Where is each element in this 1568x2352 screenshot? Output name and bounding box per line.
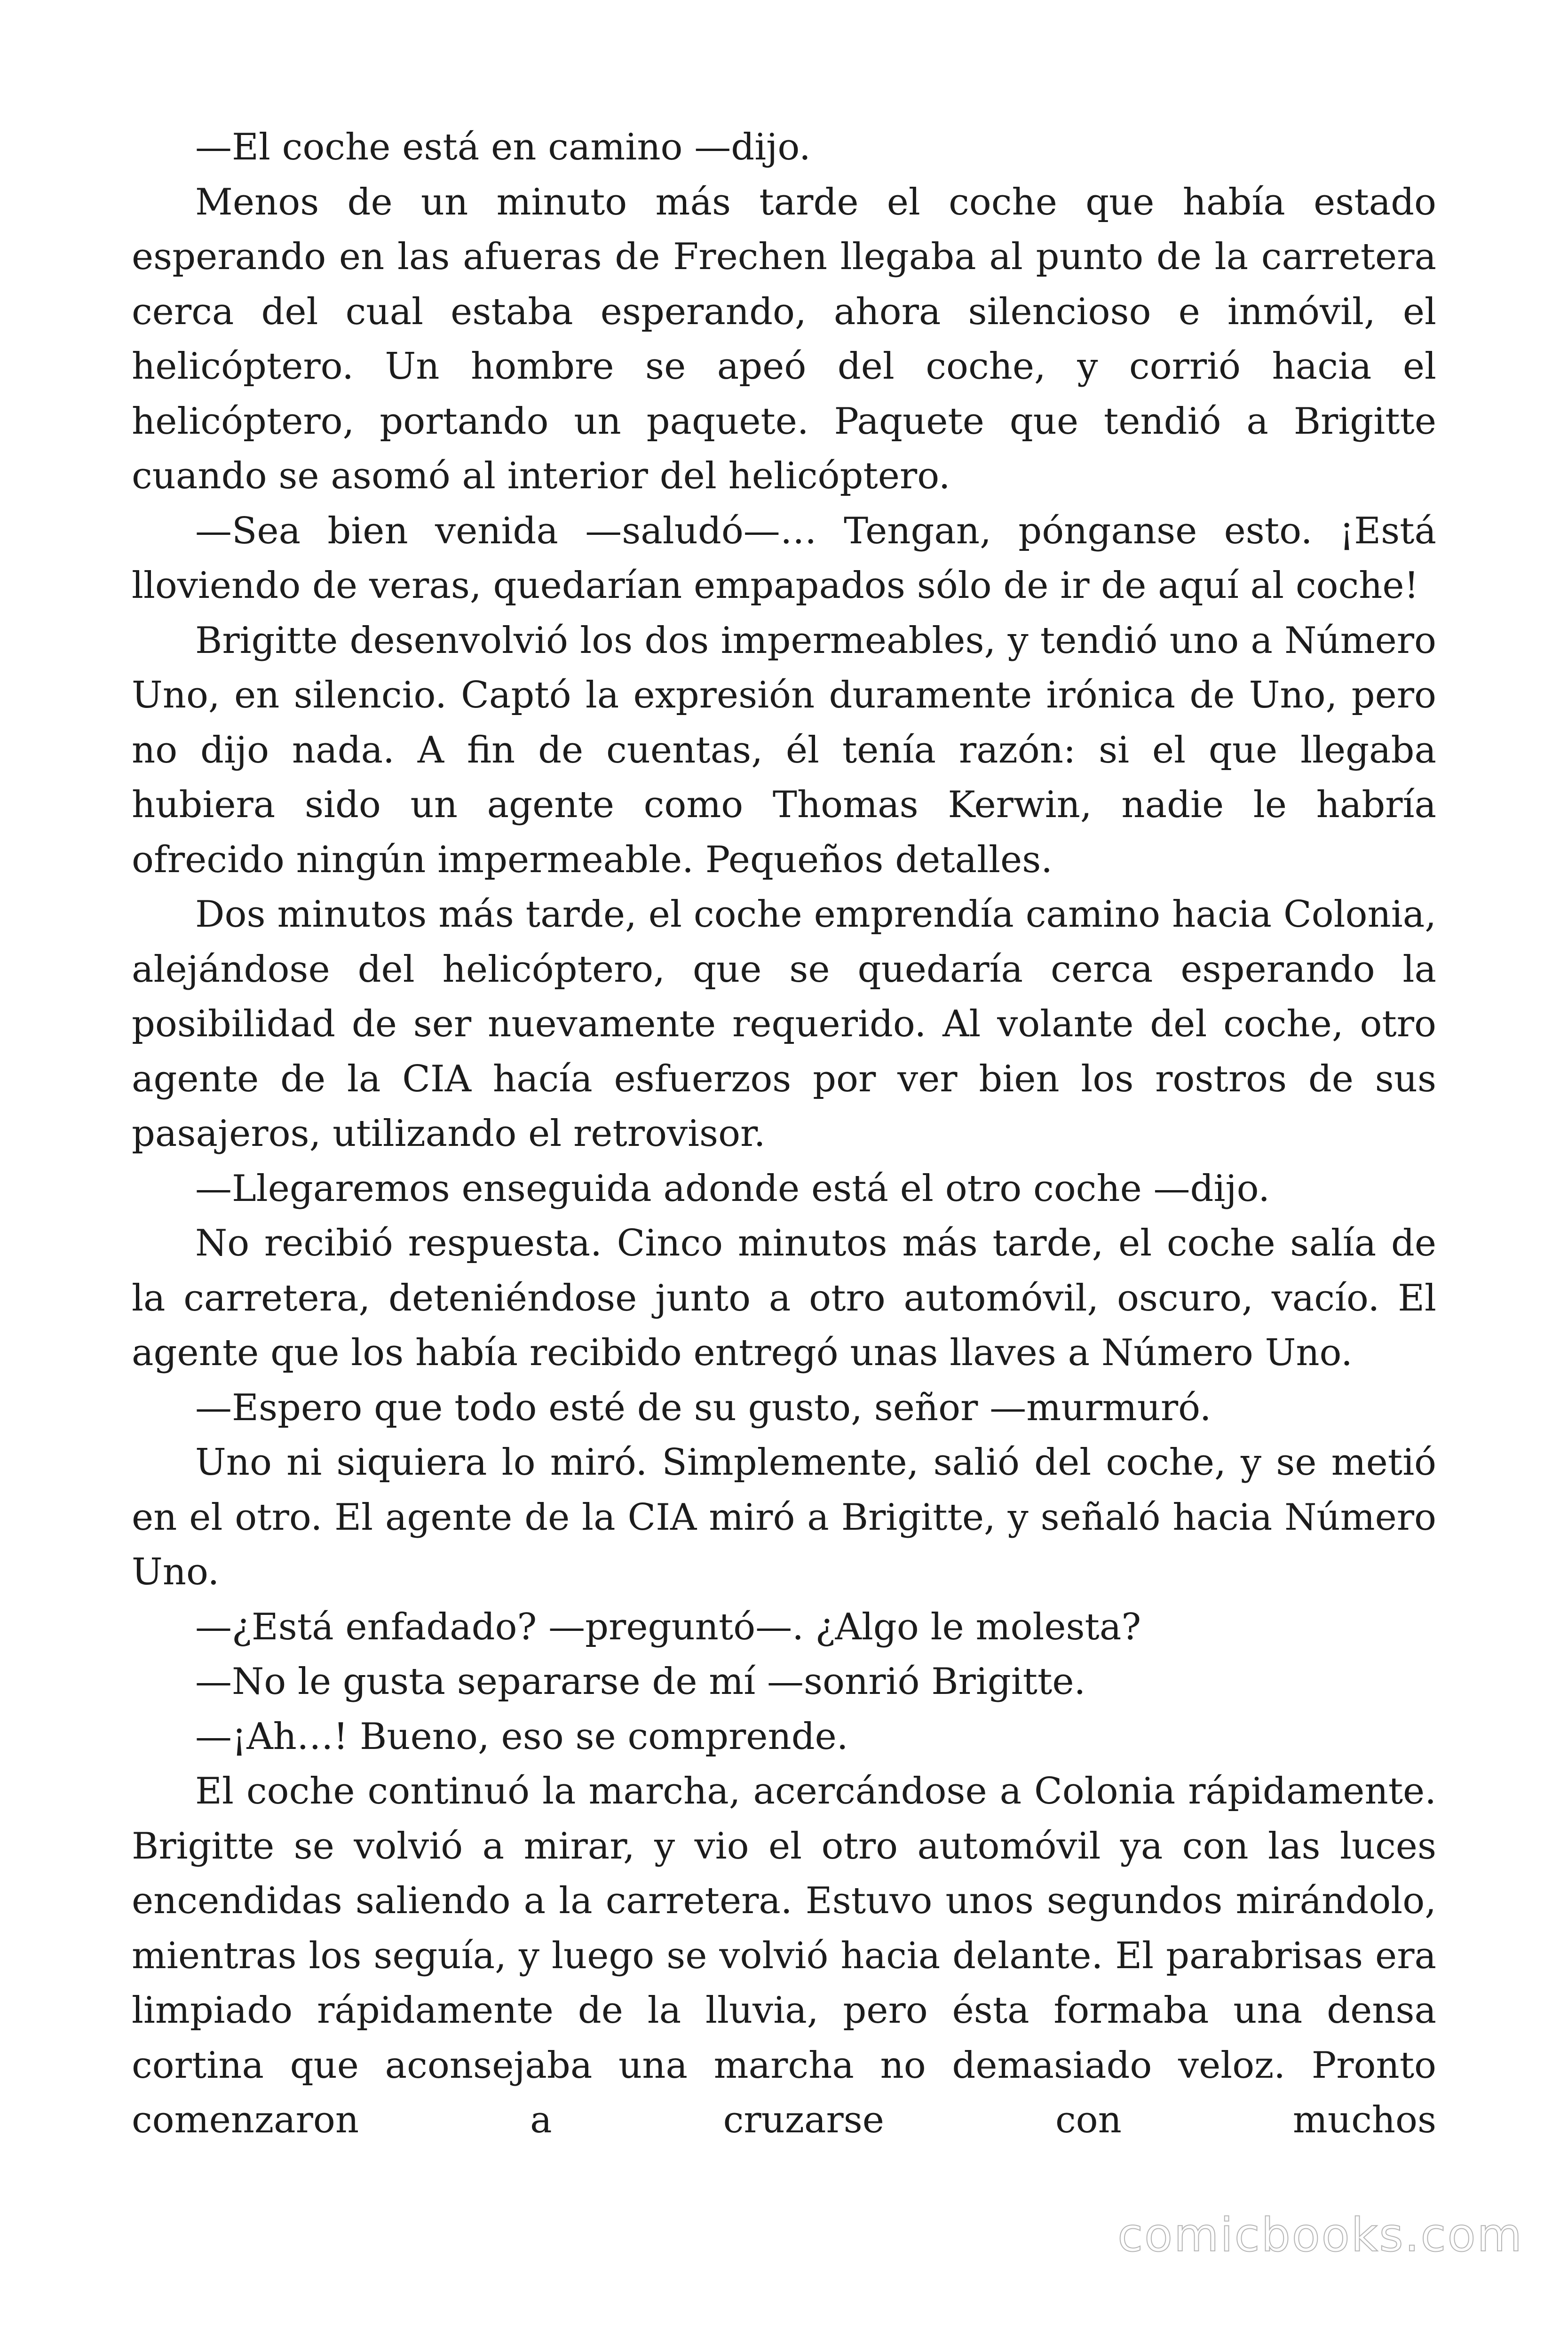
paragraph: —¿Está enfadado? —preguntó—. ¿Algo le molesta?: [195, 1605, 1141, 1648]
paragraph: —No le gusta separarse de mí —sonrió Brigitte.: [195, 1661, 1086, 1703]
paragraph: Brigitte desenvolvió los dos impermeables, y tendió uno a Número Uno, en silencio. Captó la expresión duramente irónica de Uno, pero no dijo nada. A fin de cuentas, él tenía razón: si el que llegaba hubiera sido un agente como Thomas Kerwin, nadie le habría ofrecido ningún impermeable. Pequeños detalles.: [132, 619, 1436, 881]
paragraph: Uno ni siquiera lo miró. Simplemente, salió del coche, y se metió en el otro. El agente de la CIA miró a Brigitte, y señaló hacia Número Uno.: [132, 1441, 1436, 1593]
paragraph: El coche continuó la marcha, acercándose a Colonia rápidamente. Brigitte se volvió a mirar, y vio el otro automóvil ya con las luces encendidas saliendo a la carretera. Estuvo unos segundos mirándolo, mientras los seguía, y luego se volvió hacia delante. El parabrisas era limpiado rápidamente de la lluvia, pero ésta formaba una densa cortina que aconsejaba una marcha no demasiado veloz. Pronto comenzaron a cruzarse con muchos: [132, 1770, 1436, 2141]
paragraph: —Espero que todo esté de su gusto, señor —murmuró.: [195, 1386, 1212, 1429]
paragraph: Menos de un minuto más tarde el coche que había estado esperando en las afueras de Frechen llegaba al punto de la carretera cerca del cual estaba esperando, ahora silencioso e inmóvil, el helicóptero. Un hombre se apeó del coche, y corrió hacia el helicóptero, portando un paquete. Paquete que tendió a Brigitte cuando se asomó al interior del helicóptero.: [132, 181, 1436, 497]
book-page-text: [132, 120, 1436, 2148]
paragraph: No recibió respuesta. Cinco minutos más tarde, el coche salía de la carretera, deteniéndose junto a otro automóvil, oscuro, vacío. El agente que los había recibido entregó unas llaves a Número Uno.: [132, 1222, 1436, 1374]
paragraph: —¡Ah…! Bueno, eso se comprende.: [195, 1715, 848, 1758]
watermark: comicbooks.com: [1117, 2209, 1523, 2262]
paragraph: —Sea bien venida —saludó—… Tengan, pónganse esto. ¡Está lloviendo de veras, quedarían empapados sólo de ir de aquí al coche!: [132, 509, 1436, 607]
paragraph: Dos minutos más tarde, el coche emprendía camino hacia Colonia, alejándose del helicóptero, que se quedaría cerca esperando la posibilidad de ser nuevamente requerido. Al volante del coche, otro agente de la CIA hacía esfuerzos por ver bien los rostros de sus pasajeros, utilizando el retrovisor.: [132, 893, 1436, 1155]
paragraph: —El coche está en camino —dijo.: [195, 126, 811, 168]
paragraph: —Llegaremos enseguida adonde está el otro coche —dijo.: [195, 1167, 1270, 1210]
